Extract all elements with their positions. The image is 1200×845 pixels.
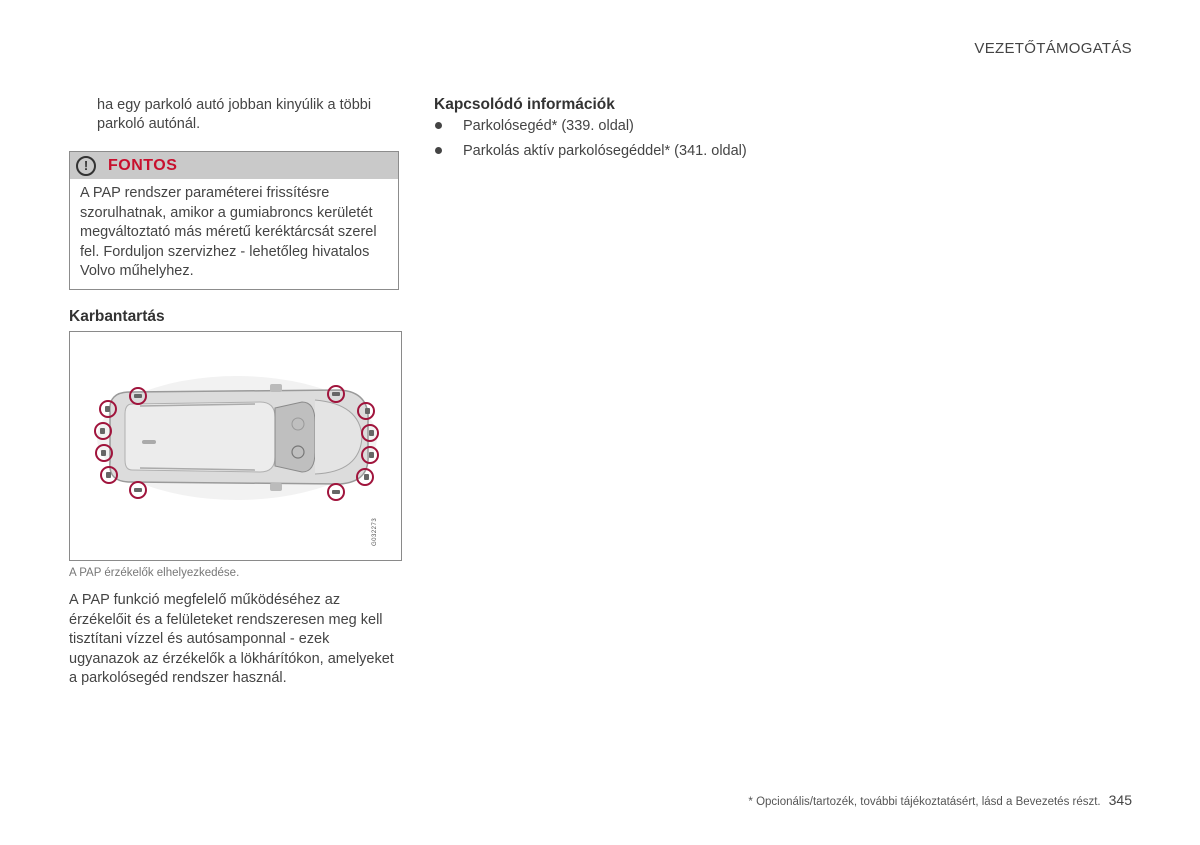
car-windshield — [275, 402, 315, 472]
warning-title: FONTOS — [108, 156, 178, 174]
page-number: 345 — [1108, 792, 1132, 808]
warning-header — [70, 152, 398, 179]
warning-box — [69, 151, 399, 290]
related-item[interactable] — [434, 117, 747, 136]
bullet-icon — [435, 147, 442, 154]
sensor-location-figure — [69, 331, 402, 561]
related-info-heading: Kapcsolódó információk — [434, 96, 615, 113]
warning-body: A PAP rendszer paraméterei frissítésre szorulhatnak, amikor a gumiabroncs kerületét megváltoztató más méretű keréktárcsát szerel fel. Forduljon szervizhez - lehetőleg hivatalos Volvo műhelyhez. — [80, 185, 377, 280]
bullet-icon — [435, 122, 442, 129]
figure-caption: A PAP érzékelők elhelyezkedése. — [69, 567, 240, 579]
mirror-left — [270, 384, 282, 392]
maintenance-paragraph: A PAP funkció megfelelő működéséhez az érzékelőit és a felületeket rendszeresen meg kell tisztítani vízzel és autósamponnal - ezek ugyanazok az érzékelők a lökhárítókon, amelyeket a parkolósegéd rendszer használ. — [69, 592, 394, 686]
related-item-label[interactable]: Parkolósegéd* (339. oldal) — [463, 118, 634, 134]
section-header: VEZETŐTÁMOGATÁS — [974, 40, 1132, 57]
related-item[interactable] — [434, 142, 747, 161]
car-top-view-illustration — [70, 332, 403, 562]
related-item-label[interactable]: Parkolás aktív parkolósegéddel* (341. oldal) — [463, 143, 747, 159]
footer-note: * Opcionális/tartozék, további tájékoztatásért, lásd a Bevezetés részt. — [748, 796, 1101, 808]
maintenance-heading: Karbantartás — [69, 308, 165, 325]
intro-text: ha egy parkoló autó jobban kinyúlik a többi parkoló autónál. — [97, 97, 372, 132]
car-roof — [125, 402, 275, 472]
footer — [748, 792, 1132, 808]
related-info-list — [434, 117, 747, 167]
mirror-right — [270, 483, 282, 491]
figure-code: G032273 — [372, 517, 378, 546]
exclamation-icon: ! — [76, 156, 96, 176]
